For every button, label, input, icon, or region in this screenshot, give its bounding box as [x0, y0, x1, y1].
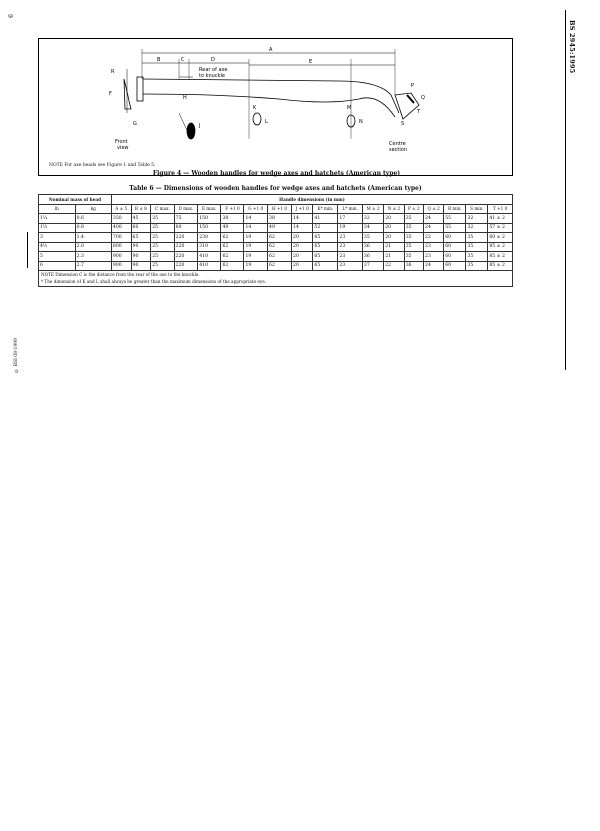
table-cell: 35 — [466, 242, 488, 252]
right-margin-rule — [565, 10, 566, 370]
table-cell: 62 — [268, 242, 292, 252]
dim-G: G — [133, 121, 137, 127]
table-cell: 35 — [404, 252, 423, 262]
table-cell: 14 — [292, 214, 313, 224]
column-header-row — [39, 204, 513, 214]
dim-D: D — [211, 57, 215, 63]
table-cell: 62 — [268, 233, 292, 243]
table-cell: 1.4 — [75, 233, 111, 243]
table-cell: 25 — [151, 252, 174, 262]
table-cell: 20 — [292, 242, 313, 252]
table-cell: 23 — [424, 252, 444, 262]
table-cell: 85 ± 2 — [488, 252, 513, 262]
table-row — [39, 242, 513, 252]
column-header: M ± 2 — [362, 204, 383, 214]
table-cell: 2.7 — [75, 261, 111, 271]
table-cell: 410 — [198, 252, 221, 262]
column-header: R min. — [444, 204, 466, 214]
table-cell: 3 — [39, 233, 76, 243]
table-row — [39, 252, 513, 262]
table-cell: 6 — [39, 261, 76, 271]
knuckle-label: to knuckle — [199, 73, 225, 79]
table-cell: 37 — [362, 261, 383, 271]
dim-F: F — [109, 91, 112, 97]
table-cell: 150 — [198, 223, 221, 233]
dim-M: M — [347, 105, 352, 111]
centre-section-label-2: section — [389, 147, 408, 153]
column-header: P ± 2 — [404, 204, 423, 214]
table-cell: 36 — [362, 242, 383, 252]
table-cell: 35 — [466, 252, 488, 262]
table-cell: 4½ — [39, 242, 76, 252]
table-cell: 32 — [466, 223, 488, 233]
table-cell: 17 — [338, 214, 363, 224]
table-cell: 62 — [221, 261, 244, 271]
column-header: lb — [39, 204, 76, 214]
table-cell: 49 — [221, 223, 244, 233]
table-cell: 220 — [174, 233, 198, 243]
header-dims: Handle dimensions (in mm) — [111, 195, 512, 205]
table-cell: 22 — [424, 233, 444, 243]
dim-K: K — [253, 105, 257, 111]
table-cell: 60 — [444, 261, 466, 271]
front-view-label-2: view — [117, 145, 129, 151]
column-header: J +1 0 — [292, 204, 313, 214]
table-cell: 85 ± 2 — [488, 261, 513, 271]
table-cell: 20 — [384, 233, 404, 243]
table-cell: 0.8 — [75, 223, 111, 233]
table-cell: 90 — [131, 242, 151, 252]
table-cell: 35 — [404, 242, 423, 252]
table-cell: 65 — [313, 233, 338, 243]
table-cell: 62 — [221, 252, 244, 262]
table-cell: 62 — [268, 252, 292, 262]
table-cell: 35 — [466, 233, 488, 243]
column-header: S min. — [466, 204, 488, 214]
column-header: F +1 0 — [221, 204, 244, 214]
table-cell: 14 — [244, 214, 268, 224]
table-cell: 35 — [404, 223, 423, 233]
column-header: C max. — [151, 204, 174, 214]
rear-label: Rear of axe — [199, 67, 228, 73]
table-cell: 800 — [111, 242, 131, 252]
figure-note: NOTE For axe heads see Figure 1 and Table 5. — [49, 163, 156, 168]
column-header: Q ± 2 — [424, 204, 444, 214]
left-margin-rule — [27, 232, 28, 268]
handle-drawing — [39, 39, 514, 163]
dim-H: H — [183, 95, 187, 101]
table-cell: 700 — [111, 233, 131, 243]
table-row — [39, 233, 513, 243]
table-notes — [39, 271, 513, 287]
table-cell: 21 — [384, 252, 404, 262]
table-cell: 22 — [384, 261, 404, 271]
table-cell: 20 — [384, 223, 404, 233]
table-cell: 310 — [198, 242, 221, 252]
dim-N: N — [359, 119, 363, 125]
table-cell: 23 — [338, 242, 363, 252]
table-cell: 80 — [174, 223, 198, 233]
table-cell: 900 — [111, 261, 131, 271]
table-cell: 14 — [244, 223, 268, 233]
header-mass: Nominal mass of head — [39, 195, 112, 205]
table-cell: 19 — [338, 223, 363, 233]
table-cell: 65 — [313, 242, 338, 252]
table-cell: 24 — [424, 214, 444, 224]
table-cell: 49 — [268, 223, 292, 233]
table-row — [39, 214, 513, 224]
table-cell: 1¼ — [39, 214, 76, 224]
column-header: T +1 0 — [488, 204, 513, 214]
table-cell: 35 — [404, 214, 423, 224]
table-cell: 62 — [268, 261, 292, 271]
table-cell: 55 — [444, 214, 466, 224]
table-cell: 23 — [338, 233, 363, 243]
table-cell: 25 — [151, 223, 174, 233]
table-cell: 20 — [292, 252, 313, 262]
table-note-2: * The dimension of K and L shall always be greater than the maximum dimensions of the appropriate eye. — [41, 278, 267, 284]
column-header: kg — [75, 204, 111, 214]
column-header: H +1 0 — [268, 204, 292, 214]
table-cell: 35 — [404, 233, 423, 243]
table-cell: 25 — [151, 233, 174, 243]
table-row — [39, 261, 513, 271]
table-cell: 35 — [362, 233, 383, 243]
dim-E: E — [309, 59, 313, 65]
page-number: 6 — [8, 14, 15, 18]
table-cell: 20 — [384, 214, 404, 224]
dim-Q: Q — [421, 95, 425, 101]
table-cell: 350 — [111, 214, 131, 224]
table-cell: 60 ± 2 — [488, 233, 513, 243]
dim-P: P — [411, 83, 415, 89]
table-cell: 2.3 — [75, 252, 111, 262]
table-cell: 45 — [131, 214, 151, 224]
table-cell: 60 — [444, 242, 466, 252]
column-header: L* min. — [338, 204, 363, 214]
figure-caption: Figure 4 — Wooden handles for wedge axes and hatchets (American type) — [152, 170, 401, 177]
table-cell: 19 — [244, 252, 268, 262]
table-cell: 23 — [338, 252, 363, 262]
table-cell: 60 — [131, 223, 151, 233]
table-cell: 5 — [39, 252, 76, 262]
table-title: Table 6 — Dimensions of wooden handles for wedge axes and hatchets (American type) — [129, 185, 422, 192]
table-row — [39, 223, 513, 233]
table-cell: 32 — [466, 214, 488, 224]
column-header: A ± 5 — [111, 204, 131, 214]
table-cell: 0.6 — [75, 214, 111, 224]
dim-R: R — [111, 69, 115, 75]
table-cell: 62 — [221, 242, 244, 252]
column-header: E max. — [198, 204, 221, 214]
table-cell: 35 — [466, 261, 488, 271]
table-cell: 75 — [174, 214, 198, 224]
table-cell: 220 — [174, 252, 198, 262]
centre-section-label: Centre — [389, 141, 406, 147]
table-cell: 20 — [292, 233, 313, 243]
dim-T: T — [417, 109, 421, 115]
table-cell: 20 — [292, 261, 313, 271]
table-cell: 38 — [268, 214, 292, 224]
column-header: K* min. — [313, 204, 338, 214]
table-cell: 21 — [384, 242, 404, 252]
table-cell: 25 — [151, 214, 174, 224]
table-cell: 41 ± 2 — [488, 214, 513, 224]
column-header: D max. — [174, 204, 198, 214]
table-cell: 65 — [313, 252, 338, 262]
figure-4-box — [38, 38, 513, 176]
table-cell: 57 ± 2 — [488, 223, 513, 233]
column-header: B ± 8 — [131, 204, 151, 214]
dim-C: C — [181, 57, 185, 63]
table-cell: 19 — [244, 242, 268, 252]
table-cell: 60 — [444, 252, 466, 262]
table-cell: 410 — [198, 261, 221, 271]
table-cell: 14 — [292, 223, 313, 233]
table-cell: 90 — [131, 252, 151, 262]
column-header: N ± 2 — [384, 204, 404, 214]
dim-L: L — [265, 119, 268, 125]
table-cell: 24 — [424, 223, 444, 233]
dim-J: J — [199, 123, 201, 129]
table-note-1: NOTE Dimension C is the distance from the rear of the axe to the knuckle. — [41, 272, 200, 277]
table-cell: 220 — [174, 261, 198, 271]
table-cell: 400 — [111, 223, 131, 233]
table-cell: 24 — [424, 261, 444, 271]
column-header: G +1 0 — [244, 204, 268, 214]
table-cell: 85 ± 2 — [488, 242, 513, 252]
table-6 — [38, 194, 513, 287]
front-view-label: Front — [115, 139, 128, 145]
table-cell: 19 — [244, 261, 268, 271]
table-cell: 36 — [404, 261, 423, 271]
table-cell: 60 — [444, 233, 466, 243]
table-cell: 65 — [313, 261, 338, 271]
table-cell: 23 — [338, 261, 363, 271]
table-cell: 32 — [362, 214, 383, 224]
table-cell: 25 — [151, 242, 174, 252]
dim-B: B — [157, 57, 161, 63]
table-cell: 23 — [424, 242, 444, 252]
table-cell: 38 — [221, 214, 244, 224]
standard-id: BS 2945:1995 — [568, 20, 576, 74]
table-cell: 90 — [131, 261, 151, 271]
table-cell: 62 — [221, 233, 244, 243]
table-cell: 65 — [131, 233, 151, 243]
table-cell: 52 — [313, 223, 338, 233]
dim-S: S — [401, 121, 405, 127]
table-cell: 230 — [198, 233, 221, 243]
table-cell: 36 — [362, 252, 383, 262]
table-cell: 150 — [198, 214, 221, 224]
table-cell: 25 — [151, 261, 174, 271]
table-cell: 34 — [362, 223, 383, 233]
table-cell: 19 — [244, 233, 268, 243]
table-cell: 2.0 — [75, 242, 111, 252]
copyright: © BSI 08-1999 — [14, 338, 19, 373]
table-cell: 41 — [313, 214, 338, 224]
table-cell: 900 — [111, 252, 131, 262]
table-cell: 55 — [444, 223, 466, 233]
table-cell: 220 — [174, 242, 198, 252]
dim-A: A — [269, 47, 273, 53]
table-cell: 1½ — [39, 223, 76, 233]
